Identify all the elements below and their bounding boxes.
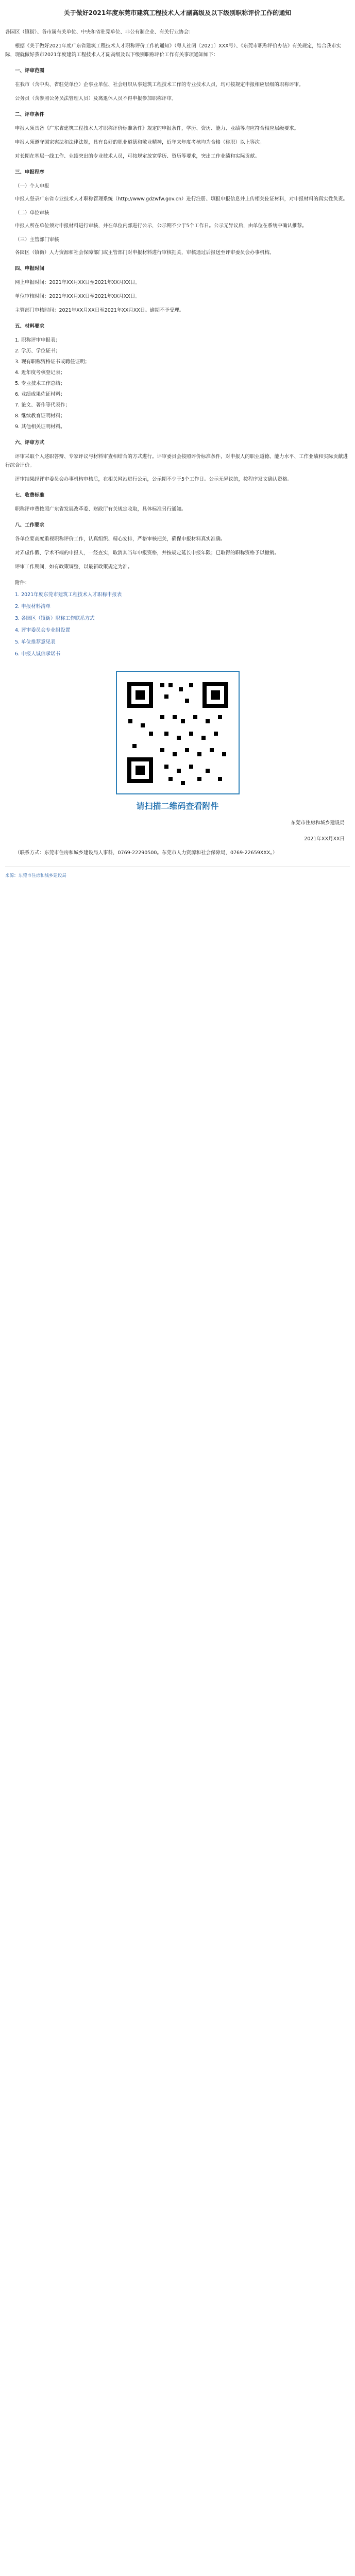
attachment-link[interactable]: 4. 评审委员会专业组设置 <box>15 628 71 633</box>
subsection-heading: （三）主管部门审核 <box>15 237 59 243</box>
section-paragraph: 各单位要高度重视职称评价工作，认真组织、精心安排，严格审核把关，确保申报材料真实准确。 <box>15 536 226 542</box>
list-item: 5. 专业技术工作总结； <box>15 381 65 386</box>
qr-code-icon <box>116 671 240 794</box>
section-paragraph: 单位审核时间：2021年XX月XX日至2021年XX月XX日。 <box>15 294 140 299</box>
attachment-qr-block <box>116 671 240 811</box>
attachment-link[interactable]: 5. 单位推荐意见表 <box>15 639 56 645</box>
section-paragraph: 对长期在基层一线工作、业绩突出的专业技术人员，可按规定放宽学历、资历等要求，突出工作业绩和实际贡献。 <box>15 154 260 159</box>
list-item: 8. 继续教育证明材料； <box>15 413 65 419</box>
section-paragraph: 申报人须遵守国家宪法和法律法规，具有良好的职业道德和敬业精神，近年来年度考核均为合格（称职）以上等次。 <box>15 140 265 145</box>
list-item: 7. 论文、著作等代表作； <box>15 402 71 408</box>
source-line: 来源：东莞市住房和城乡建设局 <box>5 873 67 878</box>
attachment-link[interactable]: 1. 2021年度东莞市建筑工程技术人才职称申报表 <box>15 592 122 598</box>
attachment-link[interactable]: 2. 申报材料清单 <box>15 604 51 609</box>
list-item: 3. 现有职称资格证书或聘任证明； <box>15 359 90 365</box>
section-heading: 五、材料要求 <box>15 324 45 329</box>
salutation: 各园区（镇街）、各市属有关单位、中央和省驻莞单位、非公有制企业、有关行业协会： <box>5 29 194 35</box>
section-heading: 一、评审范围 <box>15 68 45 74</box>
signing-date: 2021年XX月XX日 <box>304 836 345 842</box>
section-paragraph: 在我市（含中央、省驻莞单位）企事业单位、社会组织从事建筑工程技术工作的专业技术人员，均可按规定申报相应层级的职称评审。 <box>15 82 304 88</box>
intro-paragraph: 根据《关于做好2021年度广东省建筑工程技术人才职称评价工作的通知》（粤人社函〔2021〕XXX号）、《东莞市职称评价办法》有关规定，结合我市实际，现就做好我市2021年度建筑工程技术人才副高级及以下级别职称评价工作有关事项通知如下： <box>5 43 342 58</box>
section-paragraph: 评审工作期间，如有政策调整，以最新政策规定为准。 <box>15 564 133 570</box>
section-paragraph: 申报人所在单位须对申报材料进行审核，并在单位内部进行公示，公示期不少于5个工作日。公示无异议后，由单位在系统中确认推荐。 <box>15 223 307 229</box>
list-item: 2. 学历、学位证书； <box>15 348 61 354</box>
section-paragraph: 网上申报时间：2021年XX月XX日至2021年XX月XX日。 <box>15 280 140 285</box>
section-heading: 七、收费标准 <box>15 493 45 498</box>
list-item: 1. 职称评审申报表； <box>15 337 61 343</box>
qr-caption: 请扫描二维码查看附件 <box>136 801 219 811</box>
signing-organization: 东莞市住房和城乡建设局 <box>291 820 345 826</box>
section-paragraph: 评审结果经评审委员会办事机构审核后，在相关网站进行公示，公示期不少于5个工作日。公示无异议的，按程序发文确认资格。 <box>15 477 293 482</box>
section-heading: 二、评审条件 <box>15 112 45 117</box>
section-paragraph: 主管部门审核时间：2021年XX月XX日至2021年XX月XX日。逾期不予受理。 <box>15 308 184 313</box>
subsection-heading: （二）单位审核 <box>15 210 49 216</box>
list-item: 4. 近年度考核登记表； <box>15 370 65 376</box>
section-paragraph: 评审采取个人述职答辩、专家评议与材料审查相结合的方式进行。评审委员会按照评价标准条件，对申报人的职业道德、能力水平、工作业绩和实际贡献进行综合评价。 <box>5 454 348 468</box>
section-heading: 六、评审方式 <box>15 440 45 446</box>
section-paragraph: 公务员（含参照公务员法管理人员）及离退休人员不得申报参加职称评审。 <box>15 96 177 101</box>
section-heading: 三、申报程序 <box>15 170 45 175</box>
list-item: 6. 业绩成果佐证材料； <box>15 392 65 397</box>
section-heading: 八、工作要求 <box>15 522 45 528</box>
section-paragraph: 对弄虚作假、学术不端的申报人，一经查实，取消其当年申报资格，并按规定延长申报年限；已取得的职称资格予以撤销。 <box>15 550 280 556</box>
page-title: 关于做好2021年度东莞市建筑工程技术人才副高级及以下级别职称评价工作的通知 <box>63 9 292 16</box>
section-heading: 四、申报时间 <box>15 266 45 272</box>
attachment-link[interactable]: 6. 申报人诚信承诺书 <box>15 651 61 657</box>
attachment-link[interactable]: 3. 各园区（镇街）职称工作联系方式 <box>15 616 95 621</box>
section-paragraph: 各园区（镇街）人力资源和社会保障部门或主管部门对申报材料进行审核把关，审核通过后报送至评审委员会办事机构。 <box>15 250 275 256</box>
section-paragraph: 申报人登录广东省专业技术人才职称管理系统（http://www.gdzwfw.gov.cn）进行注册、填报申报信息并上传相关佐证材料，对申报材料的真实性负责。 <box>15 196 348 202</box>
attachments-label: 附件： <box>15 580 30 586</box>
section-paragraph: 申报人须具备《广东省建筑工程技术人才职称评价标准条件》规定的申报条件，学历、资历、能力、业绩等均应符合相应层级要求。 <box>15 126 299 131</box>
list-item: 9. 其他相关证明材料。 <box>15 424 65 430</box>
contact-info: （联系方式：东莞市住房和城乡建设局人事科，0769-22290500。东莞市人力资源和社会保障局，0769-22659XXX。） <box>15 850 278 856</box>
section-paragraph: 职称评审费按照广东省发展改革委、财政厅有关规定收取，具体标准另行通知。 <box>15 506 187 512</box>
subsection-heading: （一）个人申报 <box>15 183 49 189</box>
